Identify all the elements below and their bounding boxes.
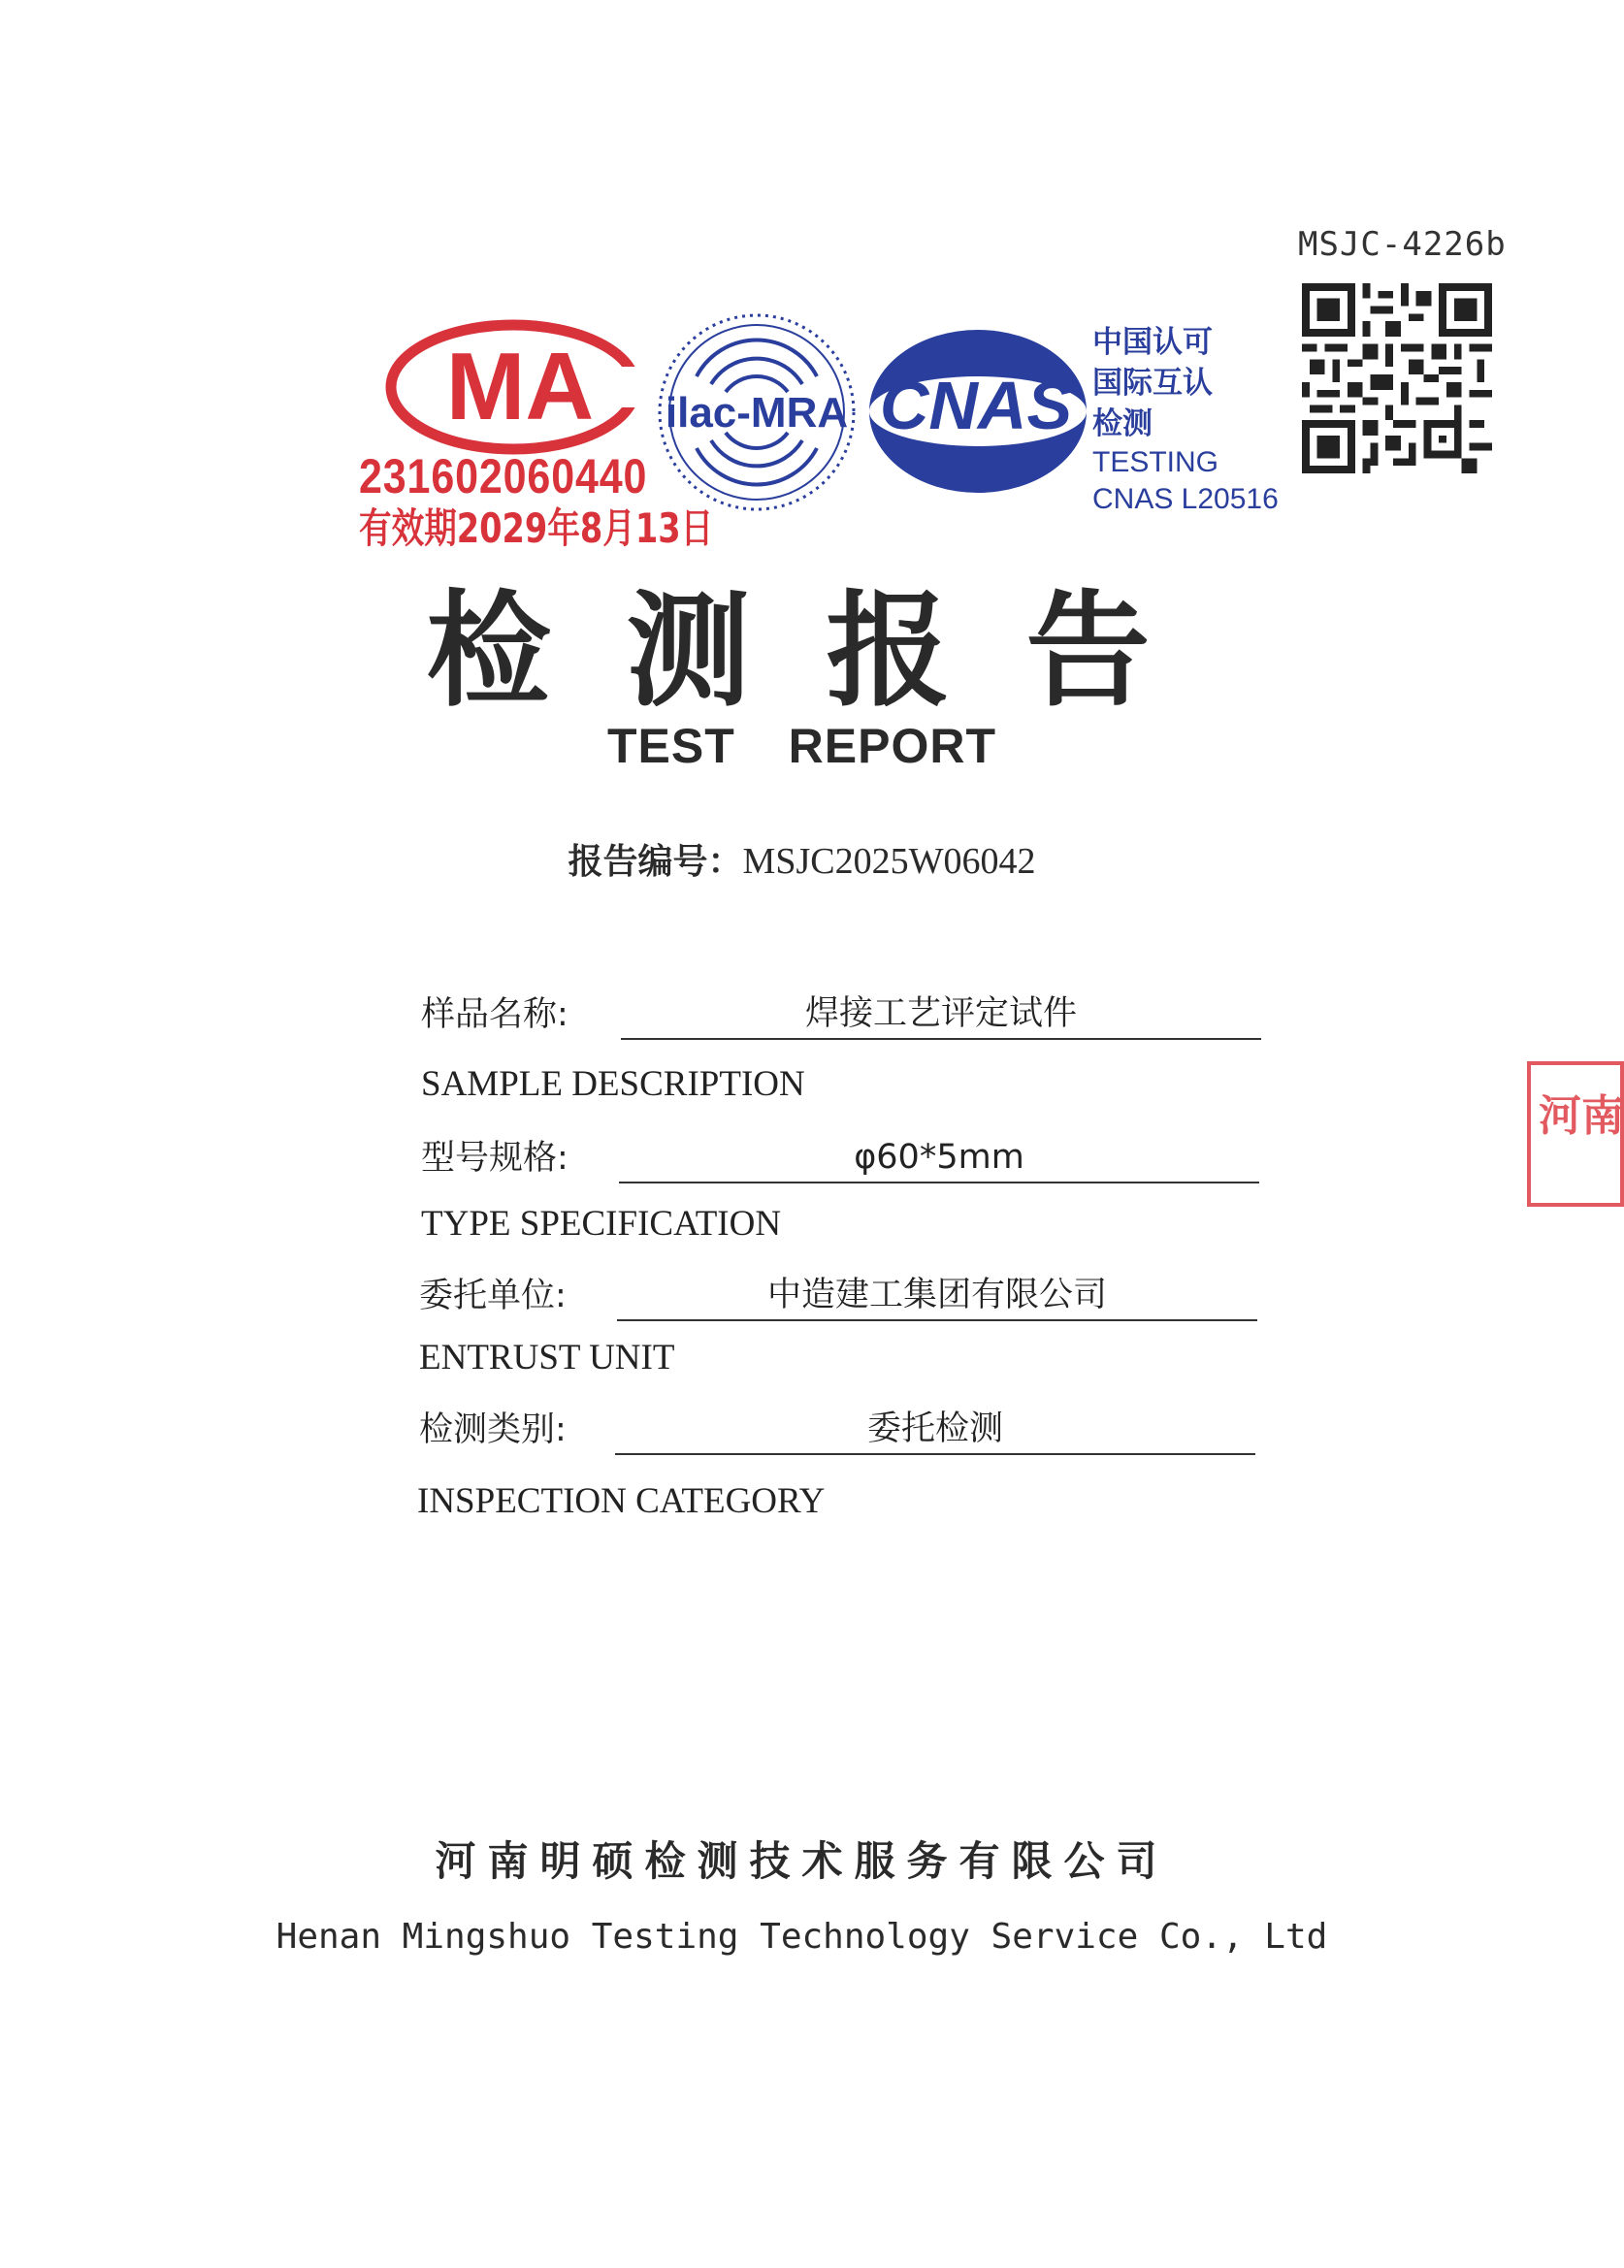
side-seal: [1527, 1061, 1624, 1207]
cnas-line-2: 国际互认: [1092, 366, 1213, 401]
field-value-sample: 焊接工艺评定试件: [621, 991, 1261, 1040]
cnas-line-4: TESTING: [1092, 446, 1219, 478]
cma-logo: [386, 318, 640, 456]
field-label-entrust: 委托单位:: [419, 1277, 567, 1315]
page-title: 检测报告: [426, 579, 1226, 724]
field-label-sample: 样品名称:: [421, 995, 568, 1034]
field-label-en-category: INSPECTION CATEGORY: [417, 1481, 826, 1521]
cnas-logo: [858, 326, 1090, 497]
field-label-category: 检测类别:: [419, 1410, 567, 1449]
field-value-type: φ60*5mm: [619, 1135, 1259, 1183]
ilac-mra-logo: [658, 308, 856, 516]
page-title-en: TEST REPORT: [606, 719, 997, 773]
field-label-en-sample: SAMPLE DESCRIPTION: [421, 1064, 805, 1104]
qr-code-icon: [1302, 283, 1492, 473]
field-value-entrust: 中造建工集团有限公司: [617, 1273, 1257, 1321]
report-number: [0, 834, 1604, 884]
cnas-logo-text: CNAS: [879, 368, 1073, 443]
company-name: 河南明硕检测技术服务有限公司: [435, 1837, 1169, 1885]
field-value-category: 委托检测: [615, 1407, 1255, 1455]
document-code: MSJC-4226b: [1298, 225, 1507, 264]
side-seal-text: 河南: [1539, 1091, 1624, 1141]
cma-number: 231602060440: [359, 449, 648, 503]
field-label-en-type: TYPE SPECIFICATION: [421, 1204, 782, 1244]
report-number-label: 报告编号：: [568, 842, 743, 882]
cnas-caption: [1092, 322, 1279, 518]
report-number-value: MSJC2025W06042: [742, 841, 1036, 882]
cnas-line-5: CNAS L20516: [1092, 483, 1279, 515]
field-label-type: 型号规格:: [421, 1139, 568, 1178]
cma-validity: 有效期2029年8月13日: [359, 504, 714, 552]
cma-logo-text: MA: [445, 333, 595, 439]
ilac-logo-text: ilac-MRA: [665, 389, 849, 437]
field-label-en-entrust: ENTRUST UNIT: [419, 1338, 675, 1377]
company-name-en: Henan Mingshuo Testing Technology Service Co., Ltd: [276, 1917, 1328, 1957]
cnas-line-3: 检测: [1092, 406, 1153, 441]
cnas-line-1: 中国认可: [1092, 325, 1213, 360]
